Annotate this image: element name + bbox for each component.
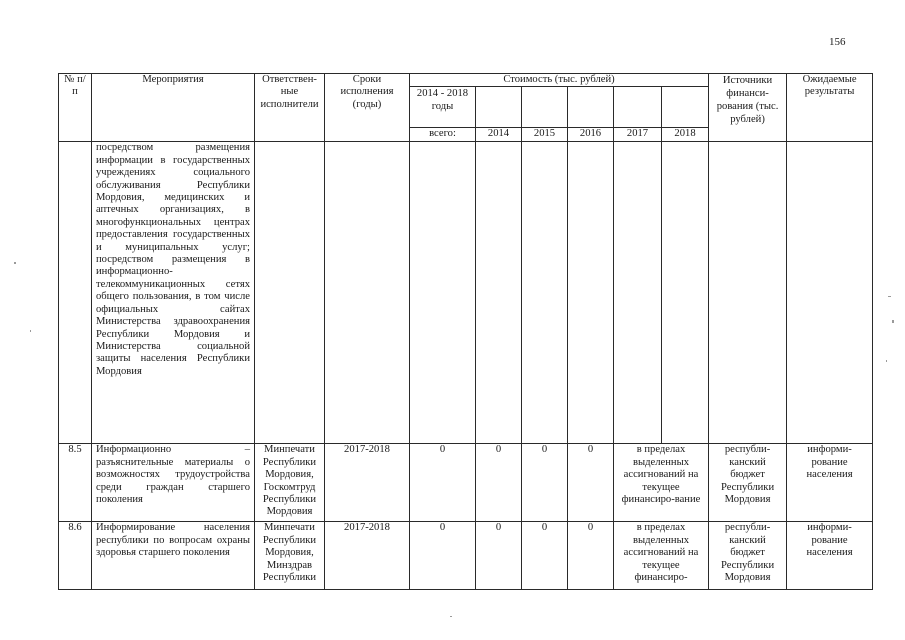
row-note: в пределах выделенных ассигнований на текущее финансиро- <box>614 522 709 590</box>
cell-empty <box>614 142 662 444</box>
row-responsible: Минпечати Республики Мордовия, Госкомтруд Республики Мордовия <box>255 444 325 522</box>
row-num: 8.5 <box>59 444 92 522</box>
header-year: 2018 <box>662 128 709 142</box>
header-year: 2015 <box>522 128 568 142</box>
header-terms: Сроки исполнения (годы) <box>325 74 410 142</box>
header-year: 2016 <box>568 128 614 142</box>
scan-speck <box>886 360 887 362</box>
scan-speck <box>14 262 16 264</box>
header-row-1 <box>59 74 873 87</box>
cell-empty <box>410 142 476 444</box>
table-row <box>59 522 873 590</box>
continuation-row <box>59 142 873 444</box>
scan-speck <box>892 320 894 323</box>
continuation-text: посредством размещения информации в государственных учреждениях социального обслуживания Республики Мордовия, медицинских и аптечных организациях, в многофункциональных центрах предоставления государственных и муниципальных услуг; посредством размещения в информационно-телекоммуникационных сетях общего пользования, в том числе официальных сайтах Министерства здравоохранения Республики Мордовия и Министерства социальной защиты населения Республики Мордовия <box>92 142 255 444</box>
cell-empty <box>325 142 410 444</box>
row-terms: 2017-2018 <box>325 522 410 590</box>
table-row <box>59 444 873 522</box>
row-note: в пределах выделенных ассигнований на текущее финансиро-вание <box>614 444 709 522</box>
row-2015: 0 <box>522 522 568 590</box>
row-terms: 2017-2018 <box>325 444 410 522</box>
cell-empty <box>787 142 873 444</box>
row-event: Информационно – разъяснительные материалы о возможностях трудоустройства среди граждан старшего поколения <box>92 444 255 522</box>
header-blank <box>522 87 568 128</box>
scan-speck <box>888 296 891 297</box>
header-blank <box>614 87 662 128</box>
row-result: информи-рование населения <box>787 522 873 590</box>
cell-empty <box>522 142 568 444</box>
row-2016: 0 <box>568 522 614 590</box>
header-num: № п/п <box>59 74 92 142</box>
header-results: Ожидаемые результаты <box>787 74 873 142</box>
header-blank <box>568 87 614 128</box>
cell-empty <box>709 142 787 444</box>
header-period-total: 2014 - 2018 годы <box>410 87 476 128</box>
header-blank <box>476 87 522 128</box>
scan-speck <box>450 616 452 617</box>
row-event: Информирование населения республики по вопросам охраны здоровья старшего поколения <box>92 522 255 590</box>
header-year: 2017 <box>614 128 662 142</box>
cell-empty <box>568 142 614 444</box>
cell-empty <box>662 142 709 444</box>
row-num: 8.6 <box>59 522 92 590</box>
header-cost: Стоимость (тыс. рублей) <box>410 74 709 87</box>
header-total-label: всего: <box>410 128 476 142</box>
row-2015: 0 <box>522 444 568 522</box>
cell-empty <box>255 142 325 444</box>
program-table <box>58 73 873 590</box>
row-2014: 0 <box>476 522 522 590</box>
cell-empty <box>476 142 522 444</box>
header-responsible: Ответствен-ные исполнители <box>255 74 325 142</box>
row-responsible: Минпечати Республики Мордовия, Минздрав Республики <box>255 522 325 590</box>
page-number: 156 <box>829 36 846 48</box>
scan-speck <box>30 330 31 332</box>
header-event: Мероприятия <box>92 74 255 142</box>
row-2014: 0 <box>476 444 522 522</box>
row-result: информи-рование населения <box>787 444 873 522</box>
row-source: республи-канский бюджет Республики Мордовия <box>709 444 787 522</box>
row-source: республи-канский бюджет Республики Мордовия <box>709 522 787 590</box>
header-blank <box>662 87 709 128</box>
header-year: 2014 <box>476 128 522 142</box>
cell-empty <box>59 142 92 444</box>
row-total: 0 <box>410 522 476 590</box>
row-total: 0 <box>410 444 476 522</box>
header-sources: Источники финанси-рования (тыс. рублей) <box>709 74 787 142</box>
row-2016: 0 <box>568 444 614 522</box>
